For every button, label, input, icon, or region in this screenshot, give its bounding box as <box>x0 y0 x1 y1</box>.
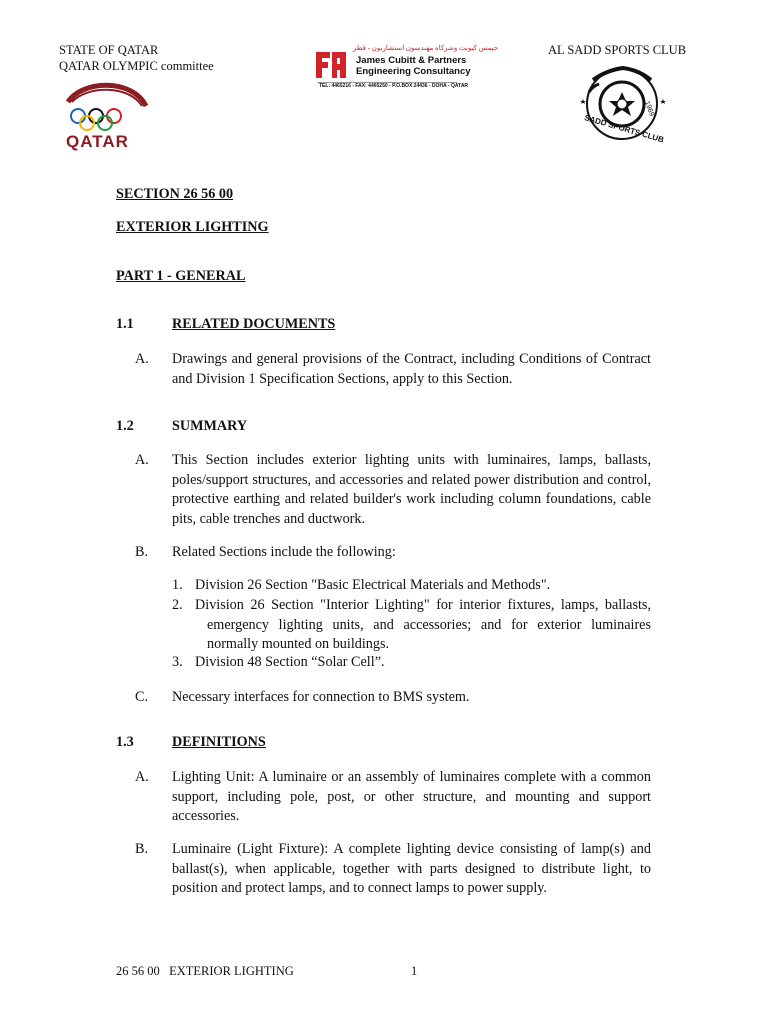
paragraph-letter: A. <box>135 769 149 785</box>
list-item-text-content: Division 26 Section "Interior Lighting" for interior fixtures, lamps, ballasts, emergency lighting units, and accessories; and for exterior luminaires normally mounted on buildings. <box>195 597 651 652</box>
paragraph-letter: B. <box>135 841 149 857</box>
list-item-text <box>195 596 651 655</box>
page-number: 1 <box>411 964 418 978</box>
club-year-text: 1969 <box>643 100 656 118</box>
list-item-number: 1. <box>172 577 183 593</box>
consultant-arabic-text: جيمس كيوبت وشركاه مهندسون استشاريون - قطر <box>353 44 499 52</box>
article-title: RELATED DOCUMENTS <box>172 316 336 332</box>
list-item-number: 3. <box>172 654 183 670</box>
article-number: 1.1 <box>116 316 134 332</box>
paragraph-text: Related Sections include the following: <box>172 544 396 560</box>
header-left <box>59 42 214 74</box>
paragraph-letter: A. <box>135 452 149 468</box>
paragraph-letter: B. <box>135 544 149 560</box>
club-logo-text: SADD SPORTS CLUB <box>583 113 665 145</box>
list-item-number: 2. <box>172 597 183 613</box>
olympic-committee-text: QATAR OLYMPIC committee <box>59 59 214 73</box>
qatar-olympic-logo <box>62 80 152 152</box>
paragraph-text: Lighting Unit: A luminaire or an assembly of luminaires complete with a common support, including pole, post, or other structure, and mounting and support accessories. <box>172 769 651 824</box>
article-number: 1.2 <box>116 418 134 434</box>
consultant-name-block <box>356 55 471 77</box>
consultant-contact-text: TEL: 4465216 - FAX: 4465250 - P.O.BOX 24436 - DOHA - QATAR <box>319 83 469 89</box>
consultant-name-line1: James Cubitt & Partners <box>356 55 467 66</box>
paragraph-text: Drawings and general provisions of the Contract, including Conditions of Contract and Division 1 Specification Sections, apply to this Section. <box>172 351 651 387</box>
paragraph-letter: C. <box>135 689 149 705</box>
club-name: AL SADD SPORTS CLUB <box>548 43 687 57</box>
part-heading: PART 1 - GENERAL <box>116 268 246 284</box>
section-number: SECTION 26 56 00 <box>116 186 234 202</box>
al-sadd-logo <box>573 62 671 148</box>
consultant-name-line2: Engineering Consultancy <box>356 66 471 77</box>
paragraph-text: This Section includes exterior lighting units with luminaires, lamps, ballasts, poles/support structures, and accessories and related power distribution and control, protective earthing and related builder's work including column foundations, cable pits, cable trenches and ductwork. <box>172 452 651 527</box>
consultant-logo <box>313 44 499 92</box>
section-name: EXTERIOR LIGHTING <box>116 219 269 235</box>
paragraph-letter: A. <box>135 351 149 367</box>
article-number: 1.3 <box>116 734 134 750</box>
paragraph-text: Luminaire (Light Fixture): A complete lighting device consisting of lamp(s) and ballast(s), when applicable, together with parts designed to distribute light, to position and protect lamps, and to connect lamps to power supply. <box>172 841 651 896</box>
qatar-logo-text: QATAR <box>66 132 129 151</box>
footer-section-ref: 26 56 00 EXTERIOR LIGHTING <box>116 964 294 978</box>
article-title: SUMMARY <box>172 418 248 434</box>
article-title: DEFINITIONS <box>172 734 266 750</box>
list-item-text: Division 48 Section “Solar Cell”. <box>195 654 385 670</box>
state-of-qatar-text: STATE OF QATAR <box>59 43 159 57</box>
paragraph-text: Necessary interfaces for connection to BMS system. <box>172 689 470 705</box>
list-item-text: Division 26 Section "Basic Electrical Materials and Methods". <box>195 577 551 593</box>
jcp-emblem-icon <box>313 46 349 80</box>
